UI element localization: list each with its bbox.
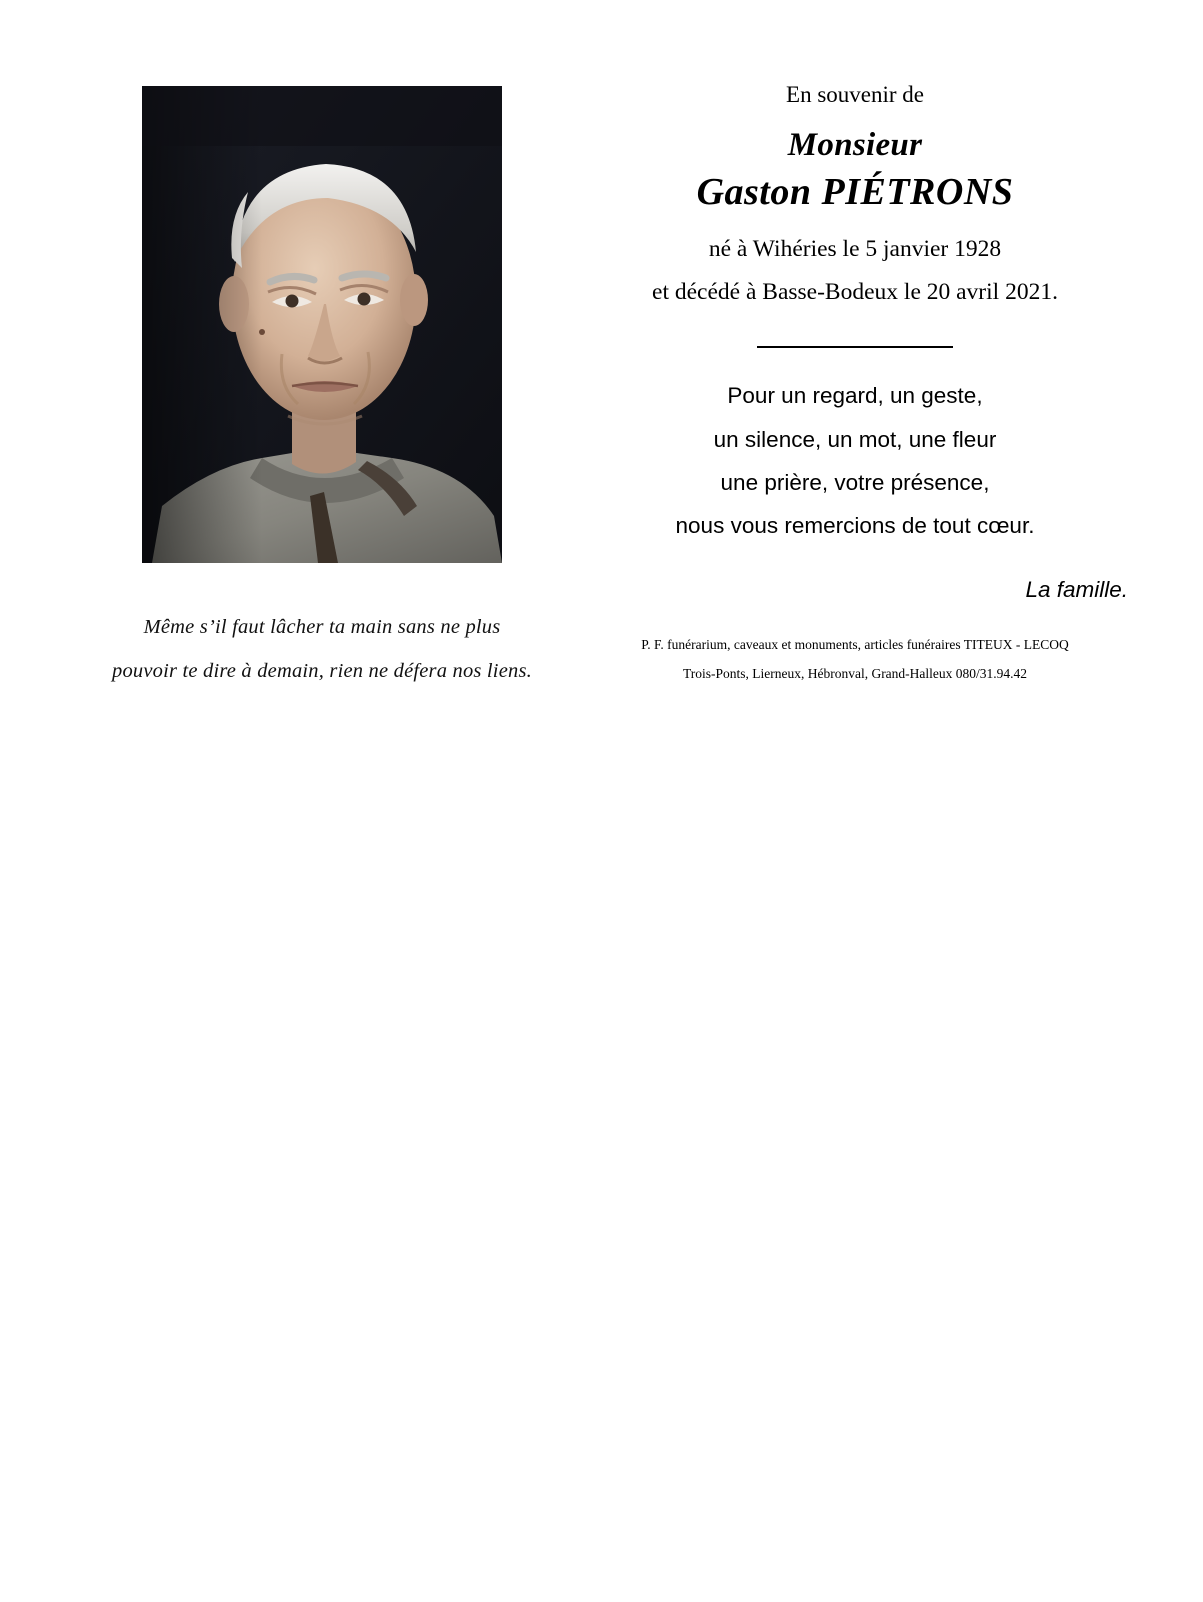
footer-line: Trois-Ponts, Lierneux, Hébronval, Grand-Halleux 080/31.94.42 (682, 665, 1028, 681)
honorific-title: Monsieur (787, 126, 923, 163)
verse-text (112, 605, 532, 693)
death-line: et décédé à Basse-Bodeux le 20 avril 2021. (652, 278, 1058, 305)
verse-line: Même s’il faut lâcher ta main sans ne plus (143, 616, 501, 638)
portrait-photo (142, 86, 502, 563)
birth-line: né à Wihéries le 5 janvier 1928 (708, 235, 1002, 262)
funeral-home-footer (560, 631, 1150, 688)
divider-rule (757, 346, 953, 348)
poem-line: un silence, un mot, une fleur (713, 426, 997, 452)
deceased-name: Gaston PIÉTRONS (696, 170, 1014, 213)
left-column (112, 86, 532, 693)
poem-line: nous vous remercions de tout cœur. (675, 513, 1035, 538)
poem-line: une prière, votre présence, (720, 469, 990, 495)
poem-text (560, 374, 1150, 547)
verse-line: pouvoir te dire à demain, rien ne défera nos liens. (112, 660, 532, 683)
footer-line: P. F. funérarium, caveaux et monuments, articles funéraires TITEUX - LECOQ (641, 637, 1069, 653)
portrait-illustration (142, 86, 502, 563)
intro-text: En souvenir de (786, 82, 924, 107)
right-column (560, 78, 1150, 688)
signature-text: La famille. (1025, 577, 1128, 603)
poem-line: Pour un regard, un geste, (727, 383, 983, 409)
